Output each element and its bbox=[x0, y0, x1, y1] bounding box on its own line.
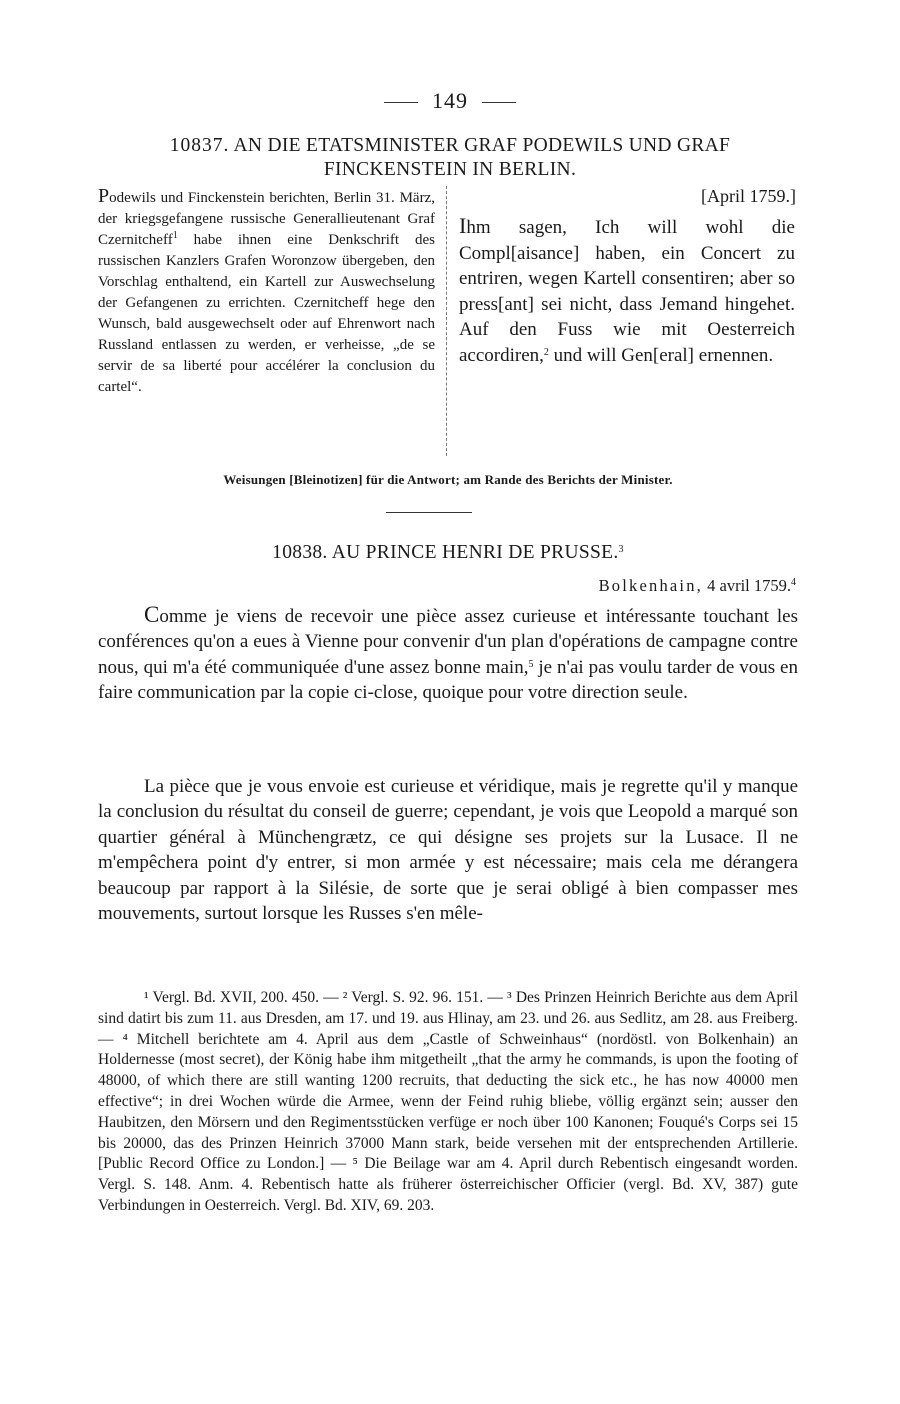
letter1-title: AN DIE ETATSMINISTER GRAF PODEWILS UND GRAF FINCKENSTEIN IN BERLIN. bbox=[233, 135, 731, 180]
letter1-date: [April 1759.] bbox=[701, 186, 796, 206]
page-number: 149 bbox=[432, 88, 468, 113]
letter1-number: 10837. bbox=[169, 135, 230, 156]
footnote-marker-2: 2 bbox=[543, 346, 549, 358]
letter1-reply-text-b: und will Gen[eral] ernennen. bbox=[548, 344, 774, 366]
letter1-reply-text-a: hm sagen, Ich will wohl die Compl[aisance] haben, ein Concert zu entriren, wegen Kartell consentiren; aber so press[ant] sei nicht, dass Jemand hingehet. Auf den Fuss wie mit Oesterreich accordiren, bbox=[459, 217, 795, 366]
letter2-p1-text-b: je n'ai pas voulu tarder de vous en faire communication par la copie ci-close, quoique pour votre direction seule. bbox=[98, 656, 798, 704]
header-rule-right bbox=[482, 102, 516, 103]
letter2-heading bbox=[98, 542, 798, 564]
letter2-date: 4 avril 1759. bbox=[707, 576, 791, 595]
letter1-reply bbox=[459, 213, 795, 368]
footnote-marker-1: 1 bbox=[172, 230, 178, 241]
letter1-summary-text-a: odewils und Finckenstein berichten, Berlin 31. März, der kriegsgefangene russische Generallieutenant Graf Czernitcheff bbox=[98, 190, 435, 248]
letter2-number: 10838. bbox=[272, 542, 328, 563]
letter1-summary bbox=[98, 186, 435, 398]
footnote-marker-4: 4 bbox=[791, 577, 796, 588]
letter2-p1-text-a: omme je viens de recevoir une pièce assez curieuse et intéressante touchant les conférences qu'on a eues à Vienne pour convenir d'un plan d'opérations de campagne contre nous, qui m'a été communiquée d'une assez bonne main, bbox=[98, 606, 798, 678]
letter1-note: Weisungen [Bleinotizen] für die Antwort; am Rande des Berichts der Minister. bbox=[223, 472, 673, 487]
letter2-initial: C bbox=[144, 602, 160, 627]
footnotes bbox=[98, 988, 798, 1217]
letter1-summary-text-b: habe ihnen eine Denkschrift des russischen Kanzlers Grafen Woronzow übergeben, den Vorschlag enthaltend, ein Kartell zur Auswechselung der Gefangenen zu errichten. Czernitcheff hege den Wunsch, bald ausgewechselt oder auf Ehrenwort nach Russland entlassen zu werden, er verheisse, „de se servir de sa liberté pour accélérer la conclusion du cartel“. bbox=[98, 232, 435, 395]
footnotes-text: ¹ Vergl. Bd. XVII, 200. 450. — ² Vergl. S. 92. 96. 151. — ³ Des Prinzen Heinrich Berichte aus dem April sind datirt bis zum 11. aus Dresden, am 17. und 19. aus Hlinay, am 23. und 26. aus Sedlitz, am 28. aus Freiberg. — ⁴ Mitchell berichtete am 4. April aus dem „Castle of Schweinhaus“ (nordöstl. von Bolkenhain) an Holdernesse (most secret), der König habe ihm mitgetheilt „that the army he commands, is upon the footing of 48000, of which there are still wanting 1200 recruits, that deducting the sick etc., he has now 40000 men effective“; in drei Wochen würde die Armee, wenn der Feind ruhig bliebe, völlig ergänzt sein; ausser den Haubitzen, den Mörsern und den Regimentsstücken verfüge er noch über 100 Kanonen; Fouqué's Corps sei 15 bis 20000, das des Prinzen Heinrich 37000 Mann stark, beide versehen mit der entsprechenden Artillerie. [Public Record Office zu London.] — ⁵ Die Beilage war am 4. April durch Rebentisch eingesandt worden. Vergl. S. 148. Anm. 4. Rebentisch hatte als früherer österreichischer Officier (vergl. Bd. XV, 387) gute Verbindungen in Oesterreich. Vergl. Bd. XIV, 69. 203. bbox=[98, 989, 798, 1214]
letter2-place: Bolkenhain, bbox=[598, 576, 703, 595]
letter2-dateline bbox=[440, 576, 796, 596]
letter2-title: AU PRINCE HENRI DE PRUSSE. bbox=[331, 542, 619, 563]
page-header bbox=[0, 88, 900, 114]
letter2-paragraph-1 bbox=[98, 602, 798, 706]
header-rule-left bbox=[384, 102, 418, 103]
letter1-summary-initial: P bbox=[98, 185, 110, 207]
letter1-reply-initial: I bbox=[459, 213, 467, 238]
footnote-marker-5: 5 bbox=[528, 658, 534, 670]
letter1-heading bbox=[100, 134, 800, 182]
column-divider bbox=[446, 186, 447, 456]
section-separator bbox=[386, 512, 472, 513]
letter2-paragraph-2: La pièce que je vous envoie est curieuse et véridique, mais je regrette qu'il y manque la conclusion du résultat du conseil de guerre; cependant, je vois que Leopold a marqué son quartier général à Münchengrætz, ce qui désigne ses projets sur la Lusace. Il ne m'empêchera point d'y entrer, si mon armée y est nécessaire; mais cela me dérangera beaucoup par rapport à la Silésie, de sorte que je serai obligé à bien compasser mes mouvements, surtout lorsque les Russes s'en mêle- bbox=[98, 776, 798, 925]
footnote-marker-3: 3 bbox=[618, 544, 624, 555]
